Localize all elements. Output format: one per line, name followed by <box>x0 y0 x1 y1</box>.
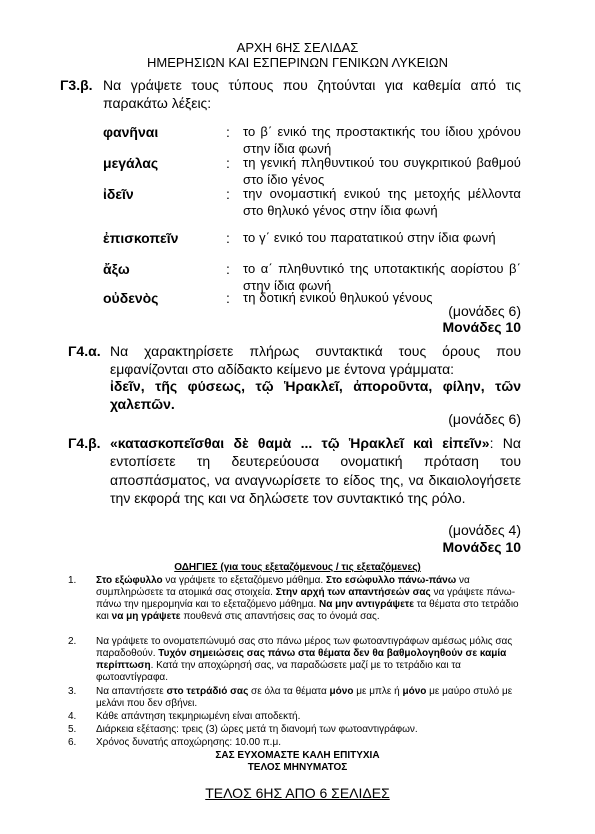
question-g3b-text: Να γράψετε τους τύπους που ζητούνται για καθεμία από τις παρακάτω λέξεις: <box>103 77 521 111</box>
question-g4a-text: Να χαρακτηρίσετε πλήρως συντακτικά τους όρους που εμφανίζονται στο αδίδακτο κείμενο με έντονα γράμματα: <box>110 343 521 377</box>
word-list-description: τη γενική πληθυντικού του συγκριτικού βαθμού στο ίδιο γένος <box>243 155 521 187</box>
instruction-number: 1. <box>68 575 77 586</box>
instruction-text-part: Στην αρχή των απαντήσεών σας <box>275 587 431 598</box>
word-list-colon: : <box>226 124 230 140</box>
word-list-description: την ονομαστική ενικού της μετοχής μέλλοντα στο θηλυκό γένος στην ίδια φωνή <box>243 186 521 218</box>
g3b-units-total: Μονάδες 10 <box>442 319 521 335</box>
instruction-text <box>96 724 521 736</box>
g4b-units-total: Μονάδες 10 <box>442 539 521 555</box>
question-g4b-quote: «κατασκοπεῖσθαι δὲ θαμὰ ... τῷ Ἡρακλεῖ καὶ εἰπεῖν» <box>110 435 490 451</box>
closing-wishes: ΣΑΣ ΕΥΧΟΜΑΣΤΕ ΚΑΛΗ ΕΠΙΤΥΧΙΑ <box>215 750 380 761</box>
instruction-text-part: Να γράψετε το ονοματεπώνυμό σας στο πάνω μέρος των φωτοαντιγράφων αμέσως μόλις σας παραδοθούν. <box>96 636 513 659</box>
instruction-text-part: Στο εσώφυλλο πάνω-πάνω <box>325 575 457 586</box>
word-list-term: ἰδεῖν <box>103 186 134 202</box>
instruction-number: 3. <box>68 686 77 697</box>
instruction-text <box>96 737 521 749</box>
question-g4a-number: Γ4.α. <box>68 343 101 359</box>
instruction-text-part: Να μην αντιγράψετε <box>318 599 415 610</box>
instruction-text-part: . Κατά την αποχώρησή σας, να παραδώσετε μαζί με το τετράδιο και τα φωτοαντίγραφα. <box>96 660 461 683</box>
word-list-term: ἄξω <box>103 261 130 277</box>
instruction-text-part: πουθενά στις απαντήσεις σας το όνομά σας. <box>180 611 380 622</box>
page-header-line1: ΑΡΧΗ 6ΗΣ ΣΕΛΙΔΑΣ <box>236 40 359 55</box>
instruction-text-part: με μαύρο στυλό με μελάνι που δεν σβήνει. <box>96 686 513 709</box>
instruction-text <box>96 686 521 710</box>
word-list-description: τη δοτική ενικού θηλυκού γένους <box>243 290 433 305</box>
instruction-text-part: στο τετράδιό σας <box>166 686 249 697</box>
instruction-text <box>96 575 521 623</box>
word-list-term: μεγάλας <box>103 155 159 171</box>
word-list-colon: : <box>226 230 230 246</box>
question-g4b-number: Γ4.β. <box>68 435 101 451</box>
question-g4b-text: : Να εντοπίσετε τη δευτερεύουσα ονοματική πρόταση του αποσπάσματος, να αναγνωρίσετε το είδος της, να δικαιολογήσετε την εκφορά της και να δηλώσετε τον συντακτικό της ρόλο. <box>110 435 521 507</box>
instruction-text-part: να γράψετε το εξεταζόμενο μάθημα. <box>162 575 326 586</box>
word-list-term: φανῆναι <box>103 124 159 140</box>
question-g3b-number: Γ3.β. <box>60 77 93 93</box>
instruction-text-part: μόνο <box>329 686 354 697</box>
instruction-text <box>96 711 521 723</box>
word-list-description: το β΄ ενικό της προστακτικής του ίδιου χρόνου στην ίδια φωνή <box>243 124 521 156</box>
word-list-term: ἐπισκοπεῖν <box>103 230 179 246</box>
instruction-text-part: μόνο <box>402 686 427 697</box>
word-list-colon: : <box>226 261 230 277</box>
word-list-term: οὐδενὸς <box>103 290 159 306</box>
instruction-number: 5. <box>68 724 77 735</box>
instruction-text-part: Να απαντήσετε <box>96 686 167 697</box>
page-footer: ΤΕΛΟΣ 6ΗΣ ΑΠΟ 6 ΣΕΛΙΔΕΣ <box>205 785 390 801</box>
instructions-title: ΟΔΗΓΙΕΣ (για τους εξεταζόμενους / τις εξεταζόμενες) <box>174 562 421 573</box>
page-header-line2: ΗΜΕΡΗΣΙΩΝ ΚΑΙ ΕΣΠΕΡΙΝΩΝ ΓΕΝΙΚΩΝ ΛΥΚΕΙΩΝ <box>147 55 448 70</box>
instruction-text-part: Στο εξώφυλλο <box>96 575 163 586</box>
instruction-text-part: Κάθε απάντηση τεκμηριωμένη είναι αποδεκτή. <box>96 711 301 722</box>
question-g4b-body <box>110 434 521 508</box>
instruction-text-part: Διάρκεια εξέτασης: τρεις (3) ώρες μετά τη διανομή των φωτοαντιγράφων. <box>96 724 418 735</box>
instruction-text-part: Χρόνος δυνατής αποχώρησης: 10.00 π.μ. <box>96 737 282 748</box>
word-list-colon: : <box>226 155 230 171</box>
word-list-colon: : <box>226 186 230 202</box>
instruction-text-part: με μπλε ή <box>353 686 403 697</box>
closing-end-message: ΤΕΛΟΣ ΜΗΝΥΜΑΤΟΣ <box>247 762 348 773</box>
g4b-units-small: (μονάδες 4) <box>448 522 521 538</box>
instruction-number: 4. <box>68 711 77 722</box>
instruction-text-part: Τυχόν σημειώσεις σας πάνω στα θέματα δεν θα βαθμολογηθούν σε καμία περίπτωση <box>96 648 507 671</box>
g4a-units-small: (μονάδες 6) <box>448 411 521 427</box>
word-list-description: το γ΄ ενικό του παρατατικού στην ίδια φωνή <box>243 230 496 245</box>
instruction-text-part: σε όλα τα θέματα <box>248 686 330 697</box>
instruction-text-part: να μη γράψετε <box>111 611 181 622</box>
instruction-text-part: να γράψετε πάνω-πάνω την ημερομηνία και το εξεταζόμενο μάθημα. <box>96 587 516 610</box>
g3b-units-small: (μονάδες 6) <box>448 303 521 319</box>
word-list-colon: : <box>226 290 230 306</box>
instruction-number: 6. <box>68 737 77 748</box>
word-list-description: το α΄ πληθυντικό της υποτακτικής αορίστου β΄ στην ίδια φωνή <box>243 261 521 293</box>
instruction-text-part: τα θέματα στο τετράδιο και <box>96 599 519 622</box>
question-g4a-terms: ἰδεῖν, τῆς φύσεως, τῷ Ἡρακλεῖ, ἀποροῦντα, φίλην, τῶν χαλεπῶν. <box>110 378 521 412</box>
instruction-text-part: να συμπληρώσετε τα ατομικά σας στοιχεία. <box>96 575 470 598</box>
instruction-text <box>96 636 521 684</box>
instruction-number: 2. <box>68 636 77 647</box>
